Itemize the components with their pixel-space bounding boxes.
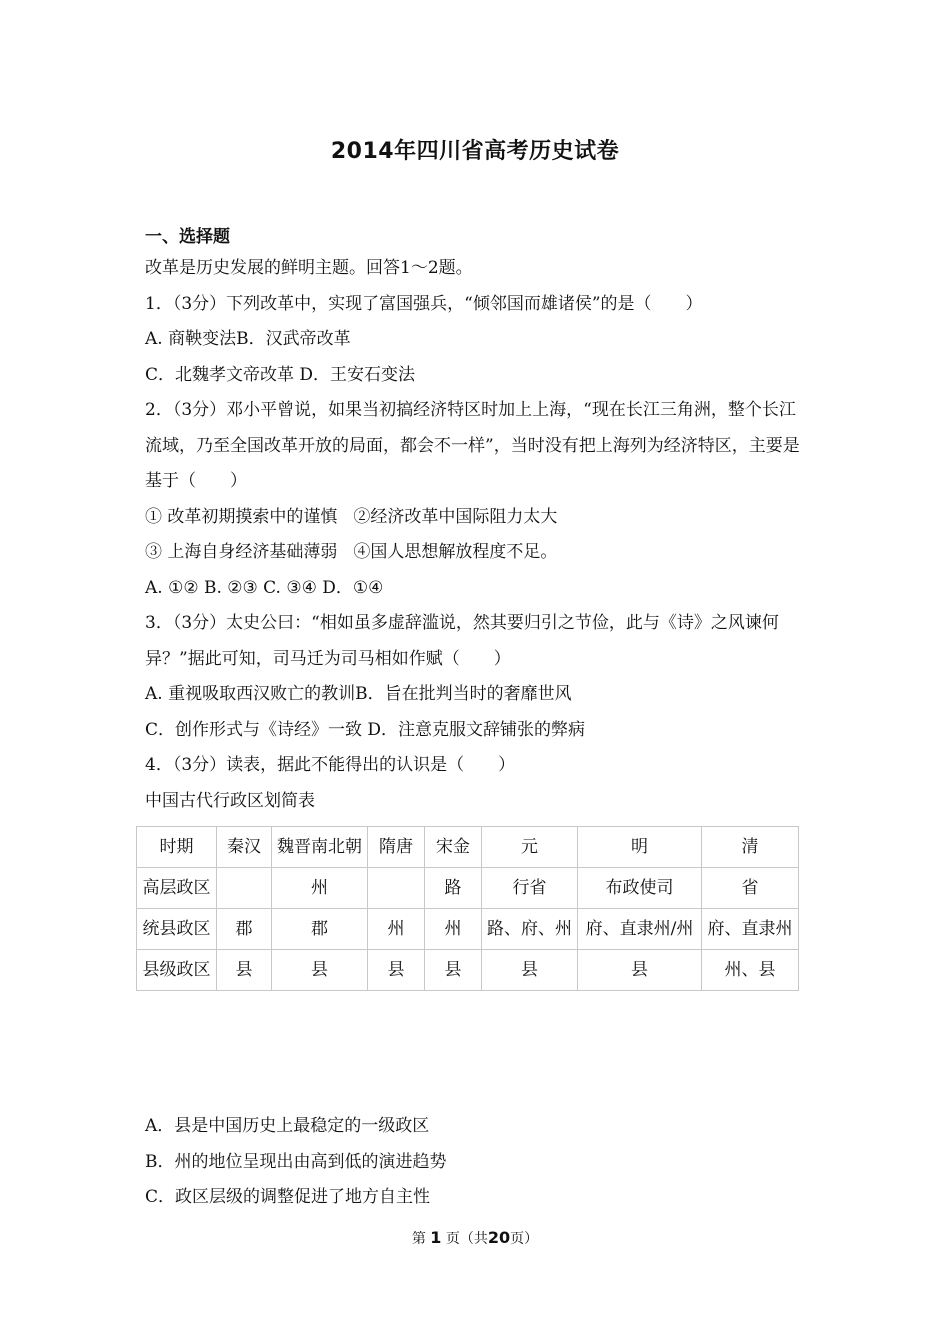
table-cell: 统县政区 <box>137 909 217 950</box>
table-cell: 县 <box>272 950 368 991</box>
footer-page-number: 1 <box>430 1228 442 1247</box>
q2-statement-1: ① 改革初期摸索中的谨慎 <box>145 506 338 527</box>
table-row <box>137 868 799 909</box>
table-header-cell: 清 <box>702 827 799 868</box>
table-cell: 县级政区 <box>137 950 217 991</box>
table-cell: 布政使司 <box>578 868 702 909</box>
document-title: 2014年四川省高考历史试卷 <box>330 139 620 164</box>
q2-statements-row2 <box>145 535 810 571</box>
q3-options-ab: A. 重视吸取西汉败亡的教训B．旨在批判当时的奢靡世风 <box>145 684 572 704</box>
table-caption: 中国古代行政区划简表 <box>145 790 315 811</box>
table-header-cell: 隋唐 <box>368 827 425 868</box>
table-header-cell: 宋金 <box>425 827 482 868</box>
q1-stem: 1．（3分）下列改革中，实现了富国强兵，“倾邻国而雄诸侯”的是（ ） <box>145 293 703 314</box>
section-heading: 一、选择题 <box>145 227 230 247</box>
table-cell: 县 <box>578 950 702 991</box>
table-cell: 州 <box>368 909 425 950</box>
q4-option-b: B．州的地位呈现出由高到低的演进趋势 <box>145 1151 447 1172</box>
q1-options-ab: A. 商鞅变法B．汉武帝改革 <box>145 329 351 349</box>
footer-mid: 页（共 <box>445 1231 488 1247</box>
table-header-cell: 秦汉 <box>217 827 272 868</box>
table-cell: 路、府、州 <box>482 909 578 950</box>
table-cell: 州、县 <box>702 950 799 991</box>
table-cell: 行省 <box>482 868 578 909</box>
table-cell: 郡 <box>272 909 368 950</box>
table-cell: 县 <box>217 950 272 991</box>
admin-division-table <box>136 826 799 991</box>
table-row <box>137 950 799 991</box>
table-header-cell: 明 <box>578 827 702 868</box>
table-cell: 郡 <box>217 909 272 950</box>
footer-suffix: 页） <box>510 1231 539 1247</box>
q4-options-block <box>145 1109 447 1216</box>
table-header-cell: 元 <box>482 827 578 868</box>
table-cell: 县 <box>368 950 425 991</box>
q2-statement-2: ②经济改革中国际阻力太大 <box>353 506 558 527</box>
q4-option-a: A．县是中国历史上最稳定的一级政区 <box>145 1116 430 1136</box>
footer-prefix: 第 <box>411 1231 426 1247</box>
q2-stem: 2．（3分）邓小平曾说，如果当初搞经济特区时加上上海，“现在长江三角洲，整个长江流域，乃至全国改革开放的局面，都会不一样”，当时没有把上海列为经济特区，主要是基于（ ） <box>145 400 800 491</box>
table-header-cell: 时期 <box>137 827 217 868</box>
page-footer <box>0 1228 950 1248</box>
table-cell: 府、直隶州 <box>702 909 799 950</box>
table-cell: 州 <box>272 868 368 909</box>
q3-options-cd: C．创作形式与《诗经》一致 D．注意克服文辞铺张的弊病 <box>145 719 586 740</box>
table-cell: 省 <box>702 868 799 909</box>
table-cell: 高层政区 <box>137 868 217 909</box>
table-cell: 州 <box>425 909 482 950</box>
table-cell: 路 <box>425 868 482 909</box>
q2-statement-3: ③ 上海自身经济基础薄弱 <box>145 542 338 562</box>
q2-options: A. ①② B. ②③ C. ③④ D．①④ <box>145 577 384 598</box>
q4-stem: 4．（3分）读表，据此不能得出的认识是（ ） <box>145 755 516 775</box>
table-row <box>137 909 799 950</box>
table-cell <box>368 868 425 909</box>
table-cell: 县 <box>425 950 482 991</box>
footer-total-pages: 20 <box>487 1228 511 1247</box>
questions-block <box>145 251 810 819</box>
table-cell: 府、直隶州/州 <box>578 909 702 950</box>
table-cell <box>217 868 272 909</box>
table-cell: 县 <box>482 950 578 991</box>
q2-statements-row1 <box>145 500 810 536</box>
intro-text: 改革是历史发展的鲜明主题。回答1～2题。 <box>145 258 473 278</box>
q3-stem: 3．（3分）太史公曰：“相如虽多虚辞滥说，然其要归引之节俭，此与《诗》之风谏何异？”据此可知，司马迁为司马相如作赋（ ） <box>145 613 779 669</box>
q1-options-cd: C．北魏孝文帝改革 D．王安石变法 <box>145 364 416 385</box>
q2-statement-4: ④国人思想解放程度不足。 <box>353 542 558 562</box>
table-header-row <box>137 827 799 868</box>
q4-option-c: C．政区层级的调整促进了地方自主性 <box>145 1187 431 1207</box>
table-header-cell: 魏晋南北朝 <box>272 827 368 868</box>
